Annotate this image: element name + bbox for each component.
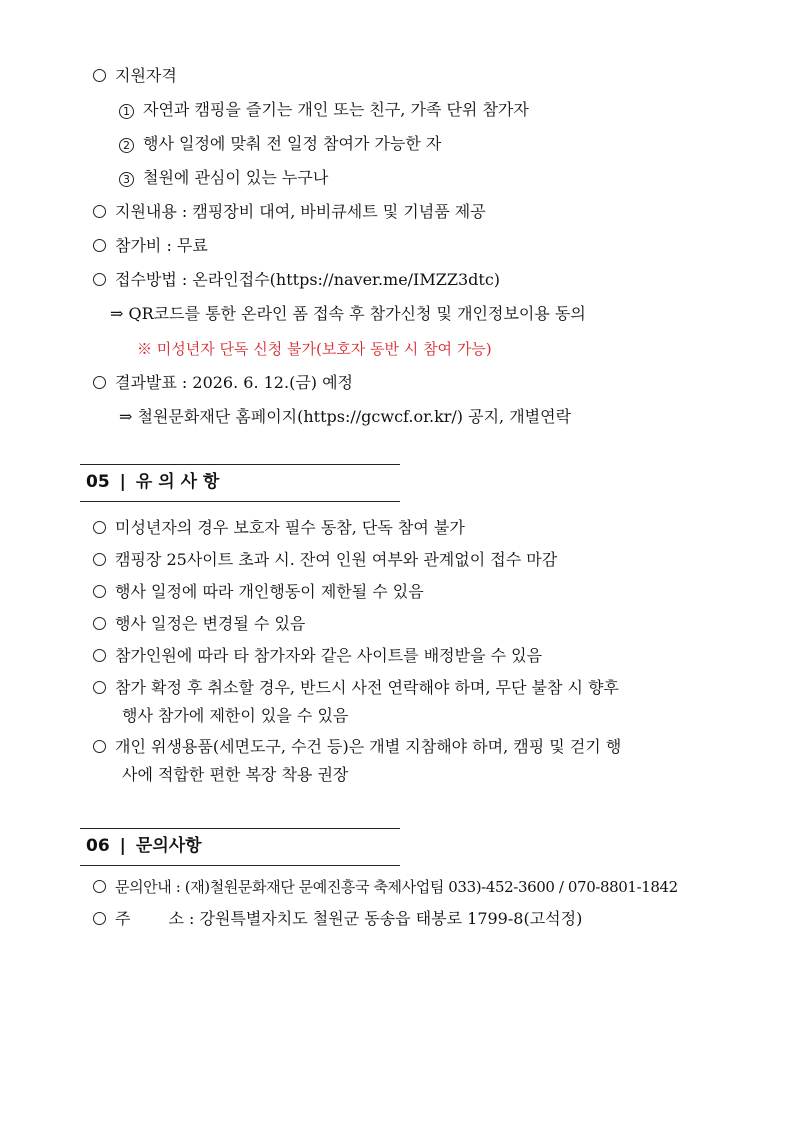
notice-text: 미성년자의 경우 보호자 필수 동참, 단독 참여 불가 <box>115 518 465 537</box>
notice-item-2 <box>93 549 557 571</box>
section-divider: | <box>119 836 126 856</box>
circle-bullet-icon <box>93 553 106 566</box>
eligibility-item-3 <box>119 167 328 189</box>
eligibility-item-text: 철원에 관심이 있는 누구나 <box>143 168 329 187</box>
notice-text: 행사 일정에 따라 개인행동이 제한될 수 있음 <box>115 582 424 601</box>
eligibility-heading-line <box>93 65 177 87</box>
notice-item-6-cont: 행사 참가에 제한이 있을 수 있음 <box>122 706 349 725</box>
section-title: 유 의 사 항 <box>135 472 220 492</box>
circle-bullet-icon <box>93 740 106 753</box>
circle-bullet-icon <box>93 617 106 630</box>
eligibility-item-text: 자연과 캠핑을 즐기는 개인 또는 친구, 가족 단위 참가자 <box>143 100 529 119</box>
apply-line <box>93 269 500 291</box>
circle-bullet-icon <box>93 273 106 286</box>
circled-number-icon: 1 <box>119 104 134 119</box>
result-sub-line: ⇒ 철원문화재단 홈페이지(https://gcwcf.or.kr/) 공지, 개별연락 <box>119 407 572 426</box>
notice-item-3 <box>93 581 424 603</box>
circle-bullet-icon <box>93 912 106 925</box>
notice-text: 캠핑장 25사이트 초과 시. 잔여 인원 여부와 관계없이 접수 마감 <box>115 550 558 569</box>
section-title: 문의사항 <box>135 836 202 856</box>
section-05-header <box>80 464 400 502</box>
notice-text: 참가 확정 후 취소할 경우, 반드시 사전 연락해야 하며, 무단 불참 시 향후 <box>115 678 619 697</box>
address-label: 주 <box>115 909 131 928</box>
notice-text: 참가인원에 따라 타 참가자와 같은 사이트를 배정받을 수 있음 <box>115 646 543 665</box>
circle-bullet-icon <box>93 69 106 82</box>
eligibility-item-2 <box>119 133 441 155</box>
circle-bullet-icon <box>93 205 106 218</box>
fee-line <box>93 235 208 257</box>
address-text: : 강원특별자치도 철원군 동송읍 태봉로 1799-8(고석정) <box>189 909 583 928</box>
result-line <box>93 372 353 394</box>
circled-number-icon: 3 <box>119 172 134 187</box>
contact-text: 문의안내 : (재)철원문화재단 문예진흥국 축제사업팀 033)-452-3600 / 070-8801-1842 <box>115 878 678 896</box>
fee-text: 참가비 : 무료 <box>115 236 208 255</box>
circle-bullet-icon <box>93 376 106 389</box>
section-number: 05 <box>86 472 110 492</box>
eligibility-heading: 지원자격 <box>115 66 177 85</box>
notice-item-7 <box>93 736 621 758</box>
apply-text: 접수방법 : 온라인접수(https://naver.me/IMZZ3dtc) <box>115 270 501 289</box>
eligibility-item-1 <box>119 99 529 121</box>
notice-item-5 <box>93 645 542 667</box>
address-label-2: 소 <box>168 909 184 928</box>
address-line <box>93 908 582 930</box>
circle-bullet-icon <box>93 239 106 252</box>
circled-number-icon: 2 <box>119 138 134 153</box>
contact-line <box>93 876 678 898</box>
apply-sub-line: ⇒ QR코드를 통한 온라인 폼 접속 후 참가신청 및 개인정보이용 동의 <box>110 304 586 323</box>
eligibility-item-text: 행사 일정에 맞춰 전 일정 참여가 가능한 자 <box>143 134 442 153</box>
section-number: 06 <box>86 836 110 856</box>
circle-bullet-icon <box>93 681 106 694</box>
support-text: 지원내용 : 캠핑장비 대여, 바비큐세트 및 기념품 제공 <box>115 202 486 221</box>
circle-bullet-icon <box>93 880 106 893</box>
notice-item-4 <box>93 613 305 635</box>
notice-item-1 <box>93 517 465 539</box>
circle-bullet-icon <box>93 521 106 534</box>
notice-item-6 <box>93 677 619 699</box>
section-divider: | <box>119 472 126 492</box>
section-06-header <box>80 828 400 866</box>
notice-text: 행사 일정은 변경될 수 있음 <box>115 614 306 633</box>
circle-bullet-icon <box>93 649 106 662</box>
notice-item-7-cont: 사에 적합한 편한 복장 착용 권장 <box>122 765 349 784</box>
circle-bullet-icon <box>93 585 106 598</box>
support-line <box>93 201 486 223</box>
result-text: 결과발표 : 2026. 6. 12.(금) 예정 <box>115 373 354 392</box>
notice-text: 개인 위생용품(세면도구, 수건 등)은 개별 지참해야 하며, 캠핑 및 걷기 행 <box>115 737 622 756</box>
apply-note: ※ 미성년자 단독 신청 불가(보호자 동반 시 참여 가능) <box>137 340 492 358</box>
